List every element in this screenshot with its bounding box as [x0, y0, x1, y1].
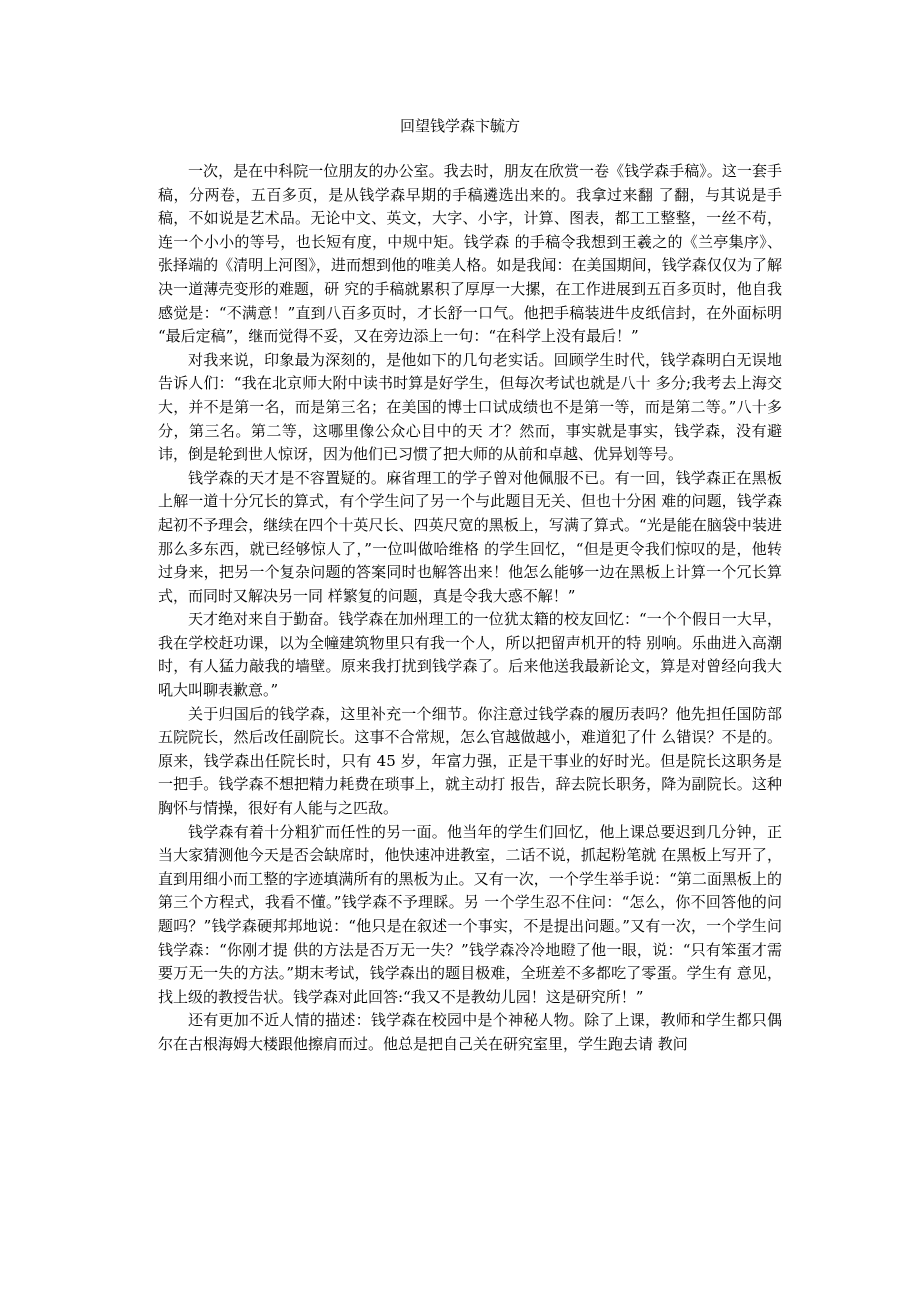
- paragraph-2: 对我来说，印象最为深刻的，是他如下的几句老实话。回顾学生时代，钱学森明白无误地告诉人们：“我在北京师大附中读书时算是好学生，但每次考试也就是八十 多分;我考去上海交大，并不是第一名，而是第三名；在美国的博士口试成绩也不是第一等，而是第二等。”八十多分，第三名。第二等，这哪里像公众心目中的天 才？然而，事实就是事实，钱学森，没有避讳，倒是轮到世人惊讶，因为他们已习惯了把大师的从前和卓越、优异划等号。: [158, 350, 782, 464]
- paragraph-3: 钱学森的天才是不容置疑的。麻省理工的学子曾对他佩服不已。有一回，钱学森正在黑板上解一道十分冗长的算式，有个学生问了另一个与此题目无关、但也十分困 难的问题，钱学森起初不予理会，继续在四个十英尺长、四英尺宽的黑板上，写满了算式。“光是能在脑袋中装进那么多东西，就已经够惊人了，”一位叫做哈维格 的学生回忆，“但是更令我们惊叹的是，他转过身来，把另一个复杂问题的答案同时也解答出来！他怎么能够一边在黑板上计算一个冗长算式，而同时又解决另一同 样繁复的问题，真是令我大惑不解！”: [158, 468, 782, 605]
- document-title: 回望钱学森卞毓方: [399, 117, 520, 135]
- paragraph-5: 关于归国后的钱学森，这里补充一个细节。你注意过钱学森的履历表吗？他先担任国防部五院院长，然后改任副院长。这事不合常规，怎么官越做越小，难道犯了什 么错误？不是的。原来，钱学森出任院长时，只有 45 岁，年富力强，正是干事业的好时光。但是院长这职务是一把手。钱学森不想把精力耗费在琐事上，就主动打 报告，辞去院长职务，降为副院长。这种胸怀与情操，很好有人能与之匹敌。: [158, 704, 782, 818]
- paragraph-6: 钱学森有着十分粗犷而任性的另一面。他当年的学生们回忆，他上课总要迟到几分钟，正当大家猜测他今天是否会缺席时，他快速冲进教室，二话不说，抓起粉笔就 在黑板上写开了，直到用细小而工整的字迹填满所有的黑板为止。又有一次，一个学生举手说：“第二面黑板上的第三个方程式，我看不懂。”钱学森不予理睬。另 一个学生忍不住问：“怎么，你不回答他的问题吗？”钱学森硬邦邦地说：“他只是在叙述一个事实，不是提出问题。”又有一次，一个学生问钱学森：“你刚才提 供的方法是否万无一失？”钱学森冷冷地瞪了他一眼，说：“只有笨蛋才需要万无一失的方法。”期末考试，钱学森出的题目极难，全班差不多都吃了零蛋。学生有 意见，找上级的教授告状。钱学森对此回答:“我又不是教幼儿园！这是研究所！”: [158, 822, 782, 1006]
- paragraph-4: 天才绝对来自于勤奋。钱学森在加州理工的一位犹太籍的校友回忆：“一个个假日一大早，我在学校赶功课，以为全幢建筑物里只有我一个人，所以把留声机开的特 别响。乐曲进入高潮时，有人猛力敲我的墙壁。原来我打扰到钱学森了。后来他送我最新论文，算是对曾经向我大吼大叫聊表歉意。”: [158, 610, 782, 700]
- document-body: [158, 160, 782, 1057]
- paragraph-7: 还有更加不近人情的描述：钱学森在校园中是个神秘人物。除了上课，教师和学生都只偶尔在古根海姆大楼跟他擦肩而过。他总是把自己关在研究室里，学生跑去请 教问: [158, 1011, 782, 1053]
- paragraph-1: 一次，是在中科院一位朋友的办公室。我去时，朋友在欣赏一卷《钱学森手稿》。这一套手稿，分两卷，五百多页，是从钱学森早期的手稿遴选出来的。我拿过来翻 了翻，与其说是手稿，不如说是艺术品。无论中文、英文，大字、小字，计算、图表，都工工整整，一丝不苟，连一个小小的等号，也长短有度，中规中矩。钱学森 的手稿令我想到王羲之的《兰亭集序》、张择端的《清明上河图》，进而想到他的唯美人格。如是我闻：在美国期间，钱学森仅仅为了解决一道薄壳变形的难题，研 究的手稿就累积了厚厚一大摞，在工作进展到五百多页时，他自我感觉是：“不满意！”直到八百多页时，才长舒一口气。他把手稿装进牛皮纸信封，在外面标明 “最后定稿”，继而觉得不妥，又在旁边添上一句：“在科学上没有最后！”: [158, 162, 782, 346]
